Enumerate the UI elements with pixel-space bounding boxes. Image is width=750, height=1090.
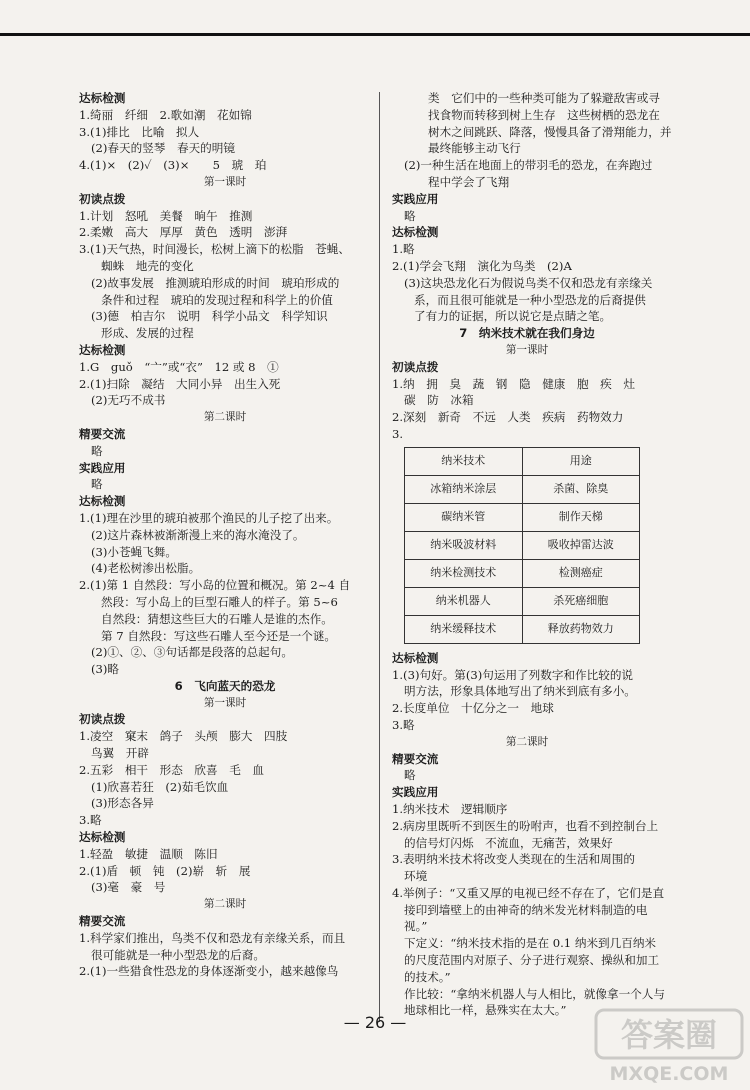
answer-line: 2.病房里既听不到医生的吩咐声，也看不到控制台上 [392, 818, 659, 833]
answer-line: (2)①、②、③句话都是段落的总起句。 [91, 645, 293, 660]
table-cell: 释放药物效力 [522, 615, 640, 643]
answer-line: 的信号灯闪烁 不流血，无痛苦，效果好 [404, 835, 613, 850]
answer-line: 自然段：猜想这些巨大的石雕人是谁的杰作。 [101, 611, 333, 626]
right-column-top [392, 90, 672, 443]
answer-line: 形成、发展的过程 [101, 326, 194, 341]
answer-line: 条件和过程 琥珀的发现过程和科学上的价值 [101, 292, 333, 307]
answer-line: (2)无巧不成书 [91, 393, 166, 408]
answer-line: 1.G guǒ “亠”或“衣” 12 或 8 ① [79, 359, 279, 374]
table-row [405, 531, 640, 559]
answer-line: 1.绮丽 纤细 2.歌如潮 花如锦 [79, 107, 252, 122]
section-heading: 精要交流 [79, 914, 126, 929]
watermark-logo [594, 1008, 744, 1086]
watermark-title: 答案圈 [620, 1016, 718, 1054]
table-cell: 纳米机器人 [405, 587, 523, 615]
answer-line: 1.略 [392, 242, 415, 257]
answer-line: (1)欣喜若狂 (2)茹毛饮血 [91, 779, 229, 794]
answer-line: 蜘蛛 地壳的变化 [101, 258, 194, 273]
table-cell: 纳米检测技术 [405, 559, 523, 587]
section-heading: 精要交流 [79, 426, 126, 441]
table-row [405, 475, 640, 503]
lesson-label: 第一课时 [203, 696, 247, 709]
answer-line: 明方法，形象具体地写出了纳米到底有多小。 [404, 684, 636, 699]
answer-line: 4.举例子：“又重又厚的电视已经不存在了，它们是直 [392, 885, 665, 900]
answer-line: (3)毫 豪 号 [91, 880, 166, 895]
answer-line: 2.(1)学会飞翔 演化为鸟类 (2)A [392, 258, 572, 273]
answer-line: 程中学会了飞翔 [428, 174, 510, 189]
lesson-label: 第二课时 [203, 411, 247, 424]
answer-line: 1.纳 拥 臭 蔬 钢 隐 健康 胞 疾 灶 [392, 376, 635, 391]
answer-line: 3.(1)排比 比喻 拟人 [79, 124, 200, 139]
section-heading: 初读点拨 [79, 191, 126, 206]
answer-line: 的技术。” [404, 969, 451, 984]
right-column [392, 90, 672, 1019]
answer-line: 4.(1)× (2)✓ (3)× 5 琥 珀 [79, 158, 267, 173]
section-heading: 实践应用 [392, 785, 439, 800]
answer-line: 类 它们中的一些种类可能为了躲避敌害或寻 [428, 91, 660, 105]
table-row [405, 559, 640, 587]
column-divider [379, 92, 380, 1022]
answer-line: 2.柔嫩 高大 厚厚 黄色 透明 澎湃 [79, 225, 288, 240]
answer-line: 2.(1)一些猎食性恐龙的身体逐渐变小，越来越像鸟 [79, 964, 339, 979]
answer-line: (4)老松树渗出松脂。 [91, 561, 201, 576]
table-header-cell: 用途 [522, 447, 640, 475]
answer-line: (3)小苍蝇飞舞。 [91, 544, 177, 559]
answer-line: 3.略 [392, 717, 415, 732]
table-cell: 冰箱纳米涂层 [405, 475, 523, 503]
answer-line: 视。” [404, 919, 428, 934]
answer-line: 2.长度单位 十亿分之一 地球 [392, 701, 554, 716]
table-cell: 吸收掉雷达波 [522, 531, 640, 559]
table-header-cell: 纳米技术 [405, 447, 523, 475]
section-heading: 初读点拨 [79, 712, 126, 727]
answer-line: 1.科学家们推出，鸟类不仅和恐龙有亲缘关系，而且 [79, 930, 346, 945]
section-heading: 初读点拨 [392, 359, 439, 374]
right-column-bottom [392, 650, 665, 1020]
answer-line: (3)德 柏吉尔 说明 科学小品文 科学知识 [91, 309, 328, 324]
answer-line: 系，而且很可能就是一种小型恐龙的后裔提供 [414, 292, 646, 307]
answer-line: 鸟翼 开辟 [91, 746, 149, 761]
answer-line: (2)春天的竖琴 春天的明镜 [91, 141, 235, 156]
answer-line: 作比较：“拿纳米机器人与人相比，就像拿一个人与 [404, 986, 665, 1001]
chapter-title: 7 纳米技术就在我们身边 [459, 326, 595, 341]
answer-line: (2)一种生活在地面上的带羽毛的恐龙，在奔跑过 [404, 158, 653, 173]
answer-line: 1.纳米技术 逻辑顺序 [392, 801, 508, 816]
section-heading: 精要交流 [392, 751, 439, 766]
answer-line: 2.(1)盾 顿 钝 (2)崭 斩 展 [79, 863, 251, 878]
answer-line: 1.(3)句好。第(3)句运用了列数字和作比较的说 [392, 667, 634, 682]
table-cell: 杀菌、除臭 [522, 475, 640, 503]
page-number: — 26 — [343, 1013, 407, 1032]
answer-line: 2.(1)第 1 自然段：写小岛的位置和概况。第 2~4 自 [79, 578, 351, 593]
table-cell: 制作天梯 [522, 503, 640, 531]
watermark-url: MXQE.COM [609, 1063, 729, 1085]
nano-technology-table [404, 447, 640, 644]
section-heading: 实践应用 [392, 191, 439, 206]
answer-line: 2.(1)扫除 凝结 大同小异 出生入死 [79, 376, 281, 391]
answer-line: (3)形态各异 [91, 796, 154, 811]
table-row [405, 587, 640, 615]
lesson-label: 第二课时 [203, 898, 247, 911]
table-cell: 碳纳米管 [405, 503, 523, 531]
table-row [405, 615, 640, 643]
answer-line: 1.计划 怒吼 美餐 晌午 推测 [79, 208, 253, 223]
answer-line: 1.凌空 窠末 鸽子 头颅 膨大 四肢 [79, 729, 288, 744]
answer-line: 第 7 自然段：写这些石雕人至今还是一个谜。 [101, 628, 337, 643]
top-rule [0, 33, 750, 36]
section-heading: 达标检测 [392, 650, 439, 665]
answer-line: 碳 防 冰箱 [404, 393, 474, 408]
section-heading: 达标检测 [79, 830, 126, 845]
answer-line: 下定义：“纳米技术指的是在 0.1 纳米到几百纳米 [404, 936, 657, 951]
answer-line: 1.(1)理在沙里的琥珀被那个渔民的儿子挖了出来。 [79, 510, 339, 525]
answer-line: 略 [91, 477, 103, 492]
answer-line: 2.深刻 新奇 不远 人类 疾病 药物效力 [392, 410, 624, 425]
section-heading: 达标检测 [79, 342, 126, 357]
section-heading: 实践应用 [79, 460, 126, 475]
answer-line: 然段：写小岛上的巨型石雕人的样子。第 5~6 [101, 594, 338, 609]
answer-line: 的尺度范围内对原子、分子进行观察、操纵和加工 [404, 953, 660, 968]
chapter-title: 6 飞向蓝天的恐龙 [174, 678, 276, 693]
answer-line: 很可能就是一种小型恐龙的后裔。 [91, 947, 265, 962]
answer-line: 1.轻盈 敏捷 温顺 陈旧 [79, 846, 218, 861]
answer-line: 3. [392, 426, 404, 441]
answer-line: (2)这片森林被渐渐漫上来的海水淹没了。 [91, 527, 305, 542]
answer-line: 略 [91, 443, 103, 458]
section-heading: 达标检测 [392, 225, 439, 240]
answer-line: (3)这块恐龙化石为假说鸟类不仅和恐龙有亲缘关 [404, 275, 653, 290]
answer-line: 略 [404, 208, 416, 223]
answer-line: 2.五彩 相干 形态 欣喜 毛 血 [79, 762, 264, 777]
table-cell: 纳米吸波材料 [405, 531, 523, 559]
answer-line: 地球相比一样，悬殊实在太大。” [404, 1003, 567, 1018]
answer-line: 找食物而转移到树上生存 这些树栖的恐龙在 [428, 107, 660, 122]
lesson-label: 第二课时 [505, 735, 549, 748]
answer-line: 3.略 [79, 813, 102, 828]
table-cell: 纳米缓释技术 [405, 615, 523, 643]
lesson-label: 第一课时 [505, 343, 549, 356]
answer-line: 最终能够主动飞行 [428, 141, 521, 156]
lesson-label: 第一课时 [203, 175, 247, 188]
table-cell: 检测癌症 [522, 559, 640, 587]
table-header-row [405, 447, 640, 475]
answer-line: 树木之间跳跃、降落，慢慢具备了滑翔能力，并 [428, 124, 672, 139]
left-column [79, 90, 371, 980]
answer-line: 3.表明纳米技术将改变人类现在的生活和周围的 [392, 852, 635, 867]
answer-line: (2)故事发展 推测琥珀形成的时间 琥珀形成的 [91, 275, 340, 290]
table-row [405, 503, 640, 531]
answer-line: (3)略 [91, 662, 120, 677]
answer-line: 略 [404, 768, 416, 783]
answer-line: 环境 [404, 869, 428, 884]
table-cell: 杀死癌细胞 [522, 587, 640, 615]
section-heading: 达标检测 [79, 91, 126, 105]
answer-line: 3.(1)天气热，时间漫长，松树上滴下的松脂 苍蝇、 [79, 242, 350, 257]
answer-line: 了有力的证据，所以说它是点睛之笔。 [414, 309, 612, 324]
answer-line: 接印到墙壁上的由神奇的纳米发光材料制造的电 [404, 902, 648, 917]
section-heading: 达标检测 [79, 494, 126, 509]
